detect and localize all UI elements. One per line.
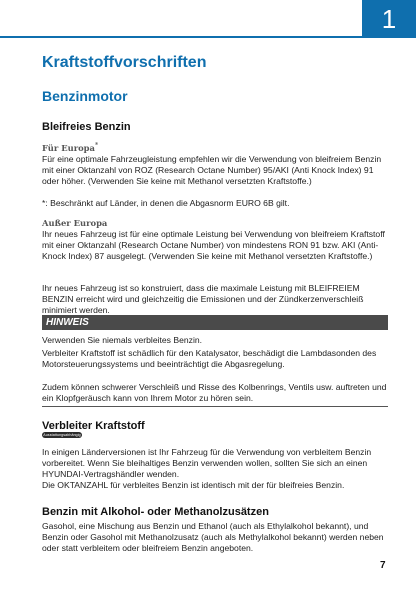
page-number: 7: [380, 560, 386, 571]
paragraph-design: Ihr neues Fahrzeug ist so konstruiert, dass die maximale Leistung mit BLEIFREIEM BENZIN erreicht wird und gleichzeitig die Emissionen und der Zündkerzenverschleiß minimiert werden.: [42, 283, 364, 315]
paragraph-europe: Für eine optimale Fahrzeugleistung empfehlen wir die Verwendung von bleifreiem Benzin mit einer Oktanzahl von ROZ (Research Octane Number) 95/AKI (Anti Knock Index) 91 oder höher. (Verwenden Sie keine mit Methanol versetzten Kraftstoffe.): [42, 154, 382, 186]
equipment-badge: Ausstattungsabhängig: [43, 433, 81, 437]
section-title: Benzinmotor: [42, 88, 128, 104]
footnote-marker: *: [94, 142, 99, 149]
paragraph-leaded-2: Die OKTANZAHL für verbleites Benzin ist identisch mit der für bleifreies Benzin.: [42, 480, 345, 490]
note-end-rule: [42, 406, 388, 407]
chapter-tab: 1: [362, 0, 416, 38]
heading-alcohol: Benzin mit Alkohol- oder Methanolzusätzen: [42, 506, 269, 518]
note-label: HINWEIS: [46, 317, 89, 328]
note-bar: [42, 315, 388, 330]
footnote: *: Beschränkt auf Länder, in denen die Abgasnorm EURO 6B gilt.: [42, 198, 290, 208]
paragraph-alcohol: Gasohol, eine Mischung aus Benzin und Ethanol (auch als Ethylalkohol bekannt), und Benzin oder Gasohol mit Methanolzusatz (auch als Methylalkohol bekannt) werden neben oder statt verbleitem oder bleifreiem Benzin angeboten.: [42, 521, 384, 553]
paragraph-leaded-1: In einigen Länderversionen ist Ihr Fahrzeug für die Verwendung von verbleitem Benzin vorbereitet. Wenn Sie bleihaltiges Benzin verwenden wollen, sollten Sie sich an einen HYUNDAI-Vertragshändler wenden.: [42, 447, 372, 479]
heading-leaded: Verbleiter Kraftstoff: [42, 420, 145, 432]
note-line-1: Verwenden Sie niemals verbleites Benzin.: [42, 335, 203, 345]
label-outside-europe: Außer Europa: [42, 218, 108, 228]
page-title: Kraftstoffvorschriften: [42, 54, 207, 71]
label-europe: Für Europa*: [42, 142, 99, 153]
header-rule: [0, 36, 362, 38]
note-line-3: Zudem können schwerer Verschleiß und Risse des Kolbenrings, Ventils usw. auftreten und ein Klopfgeräusch kann von Ihrem Motor zu hören sein.: [42, 382, 387, 403]
note-line-2: Verbleiter Kraftstoff ist schädlich für den Katalysator, beschädigt die Lambdasonden des Motorsteuerungssystems und beeinträchtigt die Abgasregelung.: [42, 348, 377, 369]
paragraph-outside-europe: Ihr neues Fahrzeug ist für eine optimale Leistung bei Verwendung von bleifreiem Kraftstoff mit einer Oktanzahl (Research Octane Number) von mindestens RON 91 bzw. AKI (Anti-Knock Index) 87 ausgelegt. (Verwenden Sie keine mit Methanol versetzten Kraftstoffe.): [42, 229, 385, 261]
heading-unleaded: Bleifreies Benzin: [42, 121, 131, 133]
